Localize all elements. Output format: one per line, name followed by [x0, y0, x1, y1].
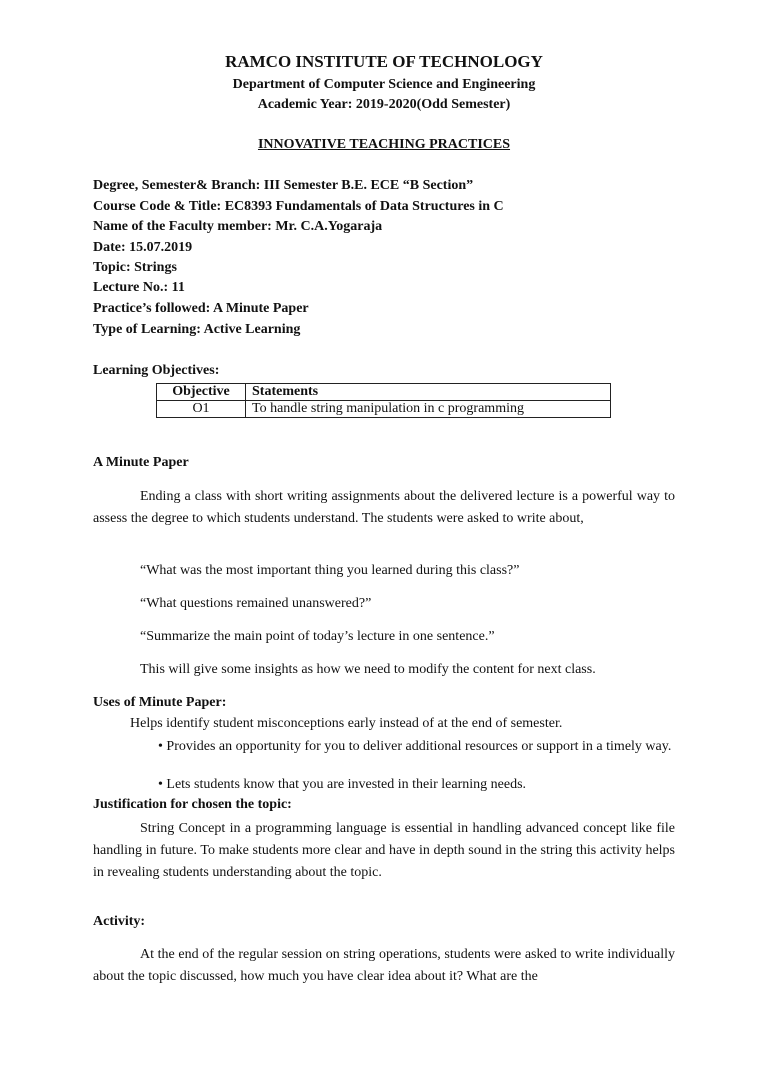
activity-text: At the end of the regular session on string operations, students were asked to write individually about the topic discussed, how much you have clear idea about it? What are the: [93, 947, 675, 984]
minute-paper-intro: Ending a class with short writing assignments about the delivered lecture is a powerful way to assess the degree to which students understand. The students were asked to write about,: [93, 489, 675, 526]
table-header-statements: Statements: [246, 384, 611, 401]
detail-faculty: Name of the Faculty member: Mr. C.A.Yogaraja: [93, 219, 383, 234]
uses-bullet-1: • Provides an opportunity for you to deliver additional resources or support in a timely way.: [158, 739, 672, 754]
academic-year-line: Academic Year: 2019-2020(Odd Semester): [257, 97, 511, 112]
objective-id-cell: O1: [157, 401, 246, 418]
objective-statement-cell: To handle string manipulation in c programming: [246, 401, 611, 418]
detail-practice: Practice’s followed: A Minute Paper: [93, 301, 309, 316]
section-title-wrap: [0, 137, 768, 153]
uses-bullet-2: • Lets students know that you are invested in their learning needs.: [158, 777, 527, 792]
table-row: [157, 401, 611, 418]
objectives-table: [156, 383, 611, 418]
minute-paper-heading: A Minute Paper: [93, 455, 189, 470]
detail-learning-type: Type of Learning: Active Learning: [93, 322, 301, 337]
activity-heading: Activity:: [93, 914, 146, 929]
table-header-row: [157, 384, 611, 401]
question-3: “Summarize the main point of today’s lecture in one sentence.”: [140, 629, 495, 644]
objectives-heading: Learning Objectives:: [93, 363, 220, 378]
institute-title: RAMCO INSTITUTE OF TECHNOLOGY: [225, 52, 543, 71]
uses-line-1: Helps identify student misconceptions early instead of at the end of semester.: [130, 716, 563, 731]
question-2: “What questions remained unanswered?”: [140, 596, 372, 611]
detail-degree: Degree, Semester& Branch: III Semester B.E. ECE “B Section”: [93, 178, 474, 193]
department-line: Department of Computer Science and Engineering: [232, 77, 536, 92]
justification-heading: Justification for chosen the topic:: [93, 797, 292, 812]
question-1: “What was the most important thing you learned during this class?”: [140, 563, 520, 578]
insight-line: This will give some insights as how we need to modify the content for next class.: [140, 662, 596, 677]
detail-course: Course Code & Title: EC8393 Fundamentals of Data Structures in C: [93, 199, 504, 214]
justification-text: String Concept in a programming language is essential in handling advanced concept like file handling in future. To make students more clear and have in depth sound in the string this activity helps in revealing students understanding about the topic.: [93, 821, 675, 880]
detail-topic: Topic: Strings: [93, 260, 177, 275]
detail-lecture: Lecture No.: 11: [93, 280, 185, 295]
uses-heading: Uses of Minute Paper:: [93, 695, 227, 710]
table-header-objective: Objective: [157, 384, 246, 401]
section-title: INNOVATIVE TEACHING PRACTICES: [257, 137, 511, 152]
detail-date: Date: 15.07.2019: [93, 240, 193, 255]
